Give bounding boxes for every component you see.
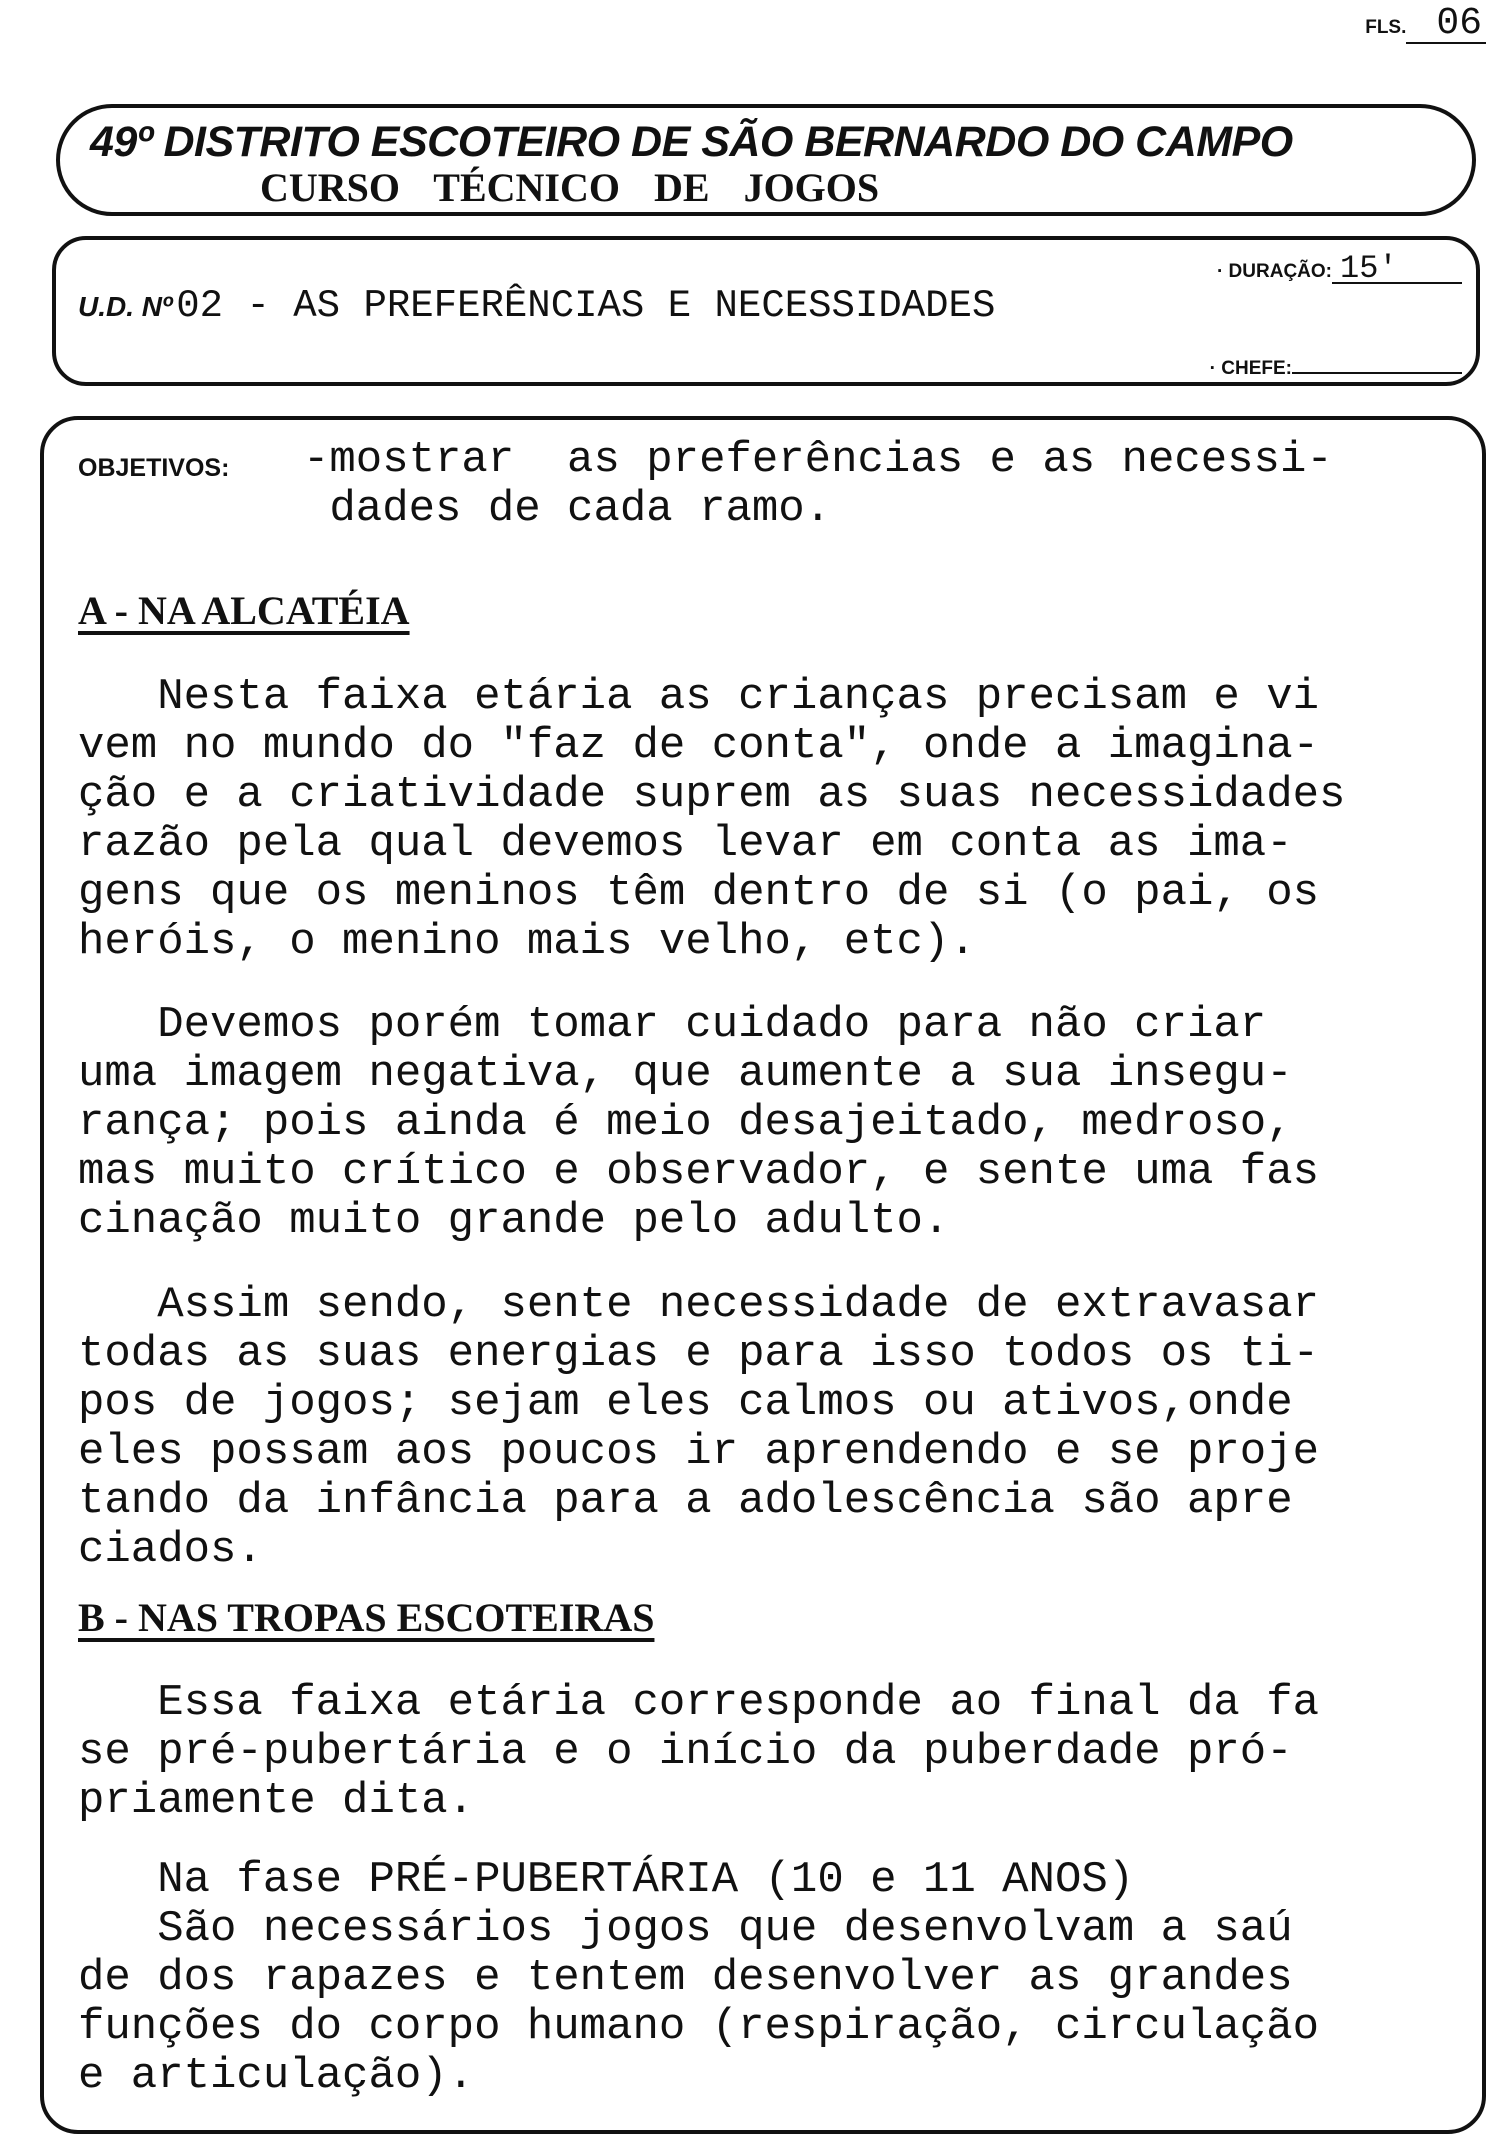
fls-label: FLS. [1365, 17, 1407, 38]
text-line: mas muito crítico e observador, e sente uma fas [78, 1147, 1320, 1197]
unit-line [78, 284, 995, 328]
text-line: tando da infância para a adolescência são apre [78, 1476, 1293, 1526]
duration-value: 15' [1332, 256, 1462, 284]
content-box [40, 416, 1486, 2134]
text-line: heróis, o menino mais velho, etc). [78, 917, 976, 967]
paragraph [78, 1001, 1319, 1246]
text-line: se pré-pubertária e o início da puberdade pró- [78, 1727, 1293, 1777]
text-line: e articulação). [78, 2051, 475, 2101]
text-line: ciados. [78, 1525, 263, 1575]
text-line: ção e a criatividade suprem as suas necessidades [78, 770, 1346, 820]
objectives-line: -mostrar as preferências e as necessi- [303, 435, 1333, 485]
text-line: cinação muito grande pelo adulto. [78, 1196, 950, 1246]
text-line: Assim sendo, sente necessidade de extravasar [78, 1280, 1320, 1330]
text-line: razão pela qual devemos levar em conta as ima- [78, 819, 1293, 869]
text-line: gens que os meninos têm dentro de si (o pai, os [78, 868, 1320, 918]
text-line: todas as suas energias e para isso todos os ti- [78, 1329, 1320, 1379]
text-line: uma imagem negativa, que aumente a sua insegu- [78, 1049, 1293, 1099]
objectives [78, 436, 1333, 534]
paragraph [78, 1679, 1319, 1826]
fls-number: 06 [1406, 6, 1486, 44]
text-line: priamente dita. [78, 1776, 475, 1826]
text-line: São necessários jogos que desenvolvam a saú [78, 1904, 1293, 1954]
page-number [1365, 2, 1486, 45]
paragraph [78, 1856, 1319, 2101]
text-line: rança; pois ainda é meio desajeitado, medroso, [78, 1098, 1293, 1148]
chefe-label: · CHEFE: [1209, 358, 1292, 379]
section-heading-a: A - NA ALCATÉIA [78, 588, 410, 633]
unit-label: U.D. Nº [78, 291, 173, 322]
chefe-blank [1292, 352, 1462, 374]
unit-box [52, 236, 1480, 386]
text-line: funções do corpo humano (respiração, circulação [78, 2002, 1320, 2052]
text-line: Na fase PRÉ-PUBERTÁRIA (10 e 11 ANOS) [78, 1855, 1135, 1905]
header-box [56, 104, 1476, 216]
section-heading-b: B - NAS TROPAS ESCOTEIRAS [78, 1595, 655, 1640]
objectives-label: OBJETIVOS: [78, 454, 230, 482]
text-line: eles possam aos poucos ir aprendendo e se proje [78, 1427, 1320, 1477]
district-title: 49º DISTRITO ESCOTEIRO DE SÃO BERNARDO DO CAMPO [90, 118, 1293, 166]
text-line: pos de jogos; sejam eles calmos ou ativos,onde [78, 1378, 1293, 1428]
text-line: Nesta faixa etária as crianças precisam e vi [78, 672, 1320, 722]
duration-label: · DURAÇÃO: [1216, 261, 1332, 282]
course-title: CURSO TÉCNICO DE JOGOS [260, 165, 880, 210]
text-line: vem no mundo do "faz de conta", onde a imagina- [78, 721, 1320, 771]
chefe-field [1210, 352, 1462, 380]
unit-title: 02 - AS PREFERÊNCIAS E NECESSIDADES [176, 284, 996, 328]
paragraph [78, 1281, 1319, 1575]
text-line: de dos rapazes e tentem desenvolver as grandes [78, 1953, 1293, 2003]
objectives-line: dades de cada ramo. [303, 484, 832, 534]
text-line: Essa faixa etária corresponde ao final da fa [78, 1678, 1320, 1728]
paragraph [78, 673, 1345, 967]
text-line: Devemos porém tomar cuidado para não criar [78, 1000, 1267, 1050]
duration-field [1216, 250, 1462, 287]
